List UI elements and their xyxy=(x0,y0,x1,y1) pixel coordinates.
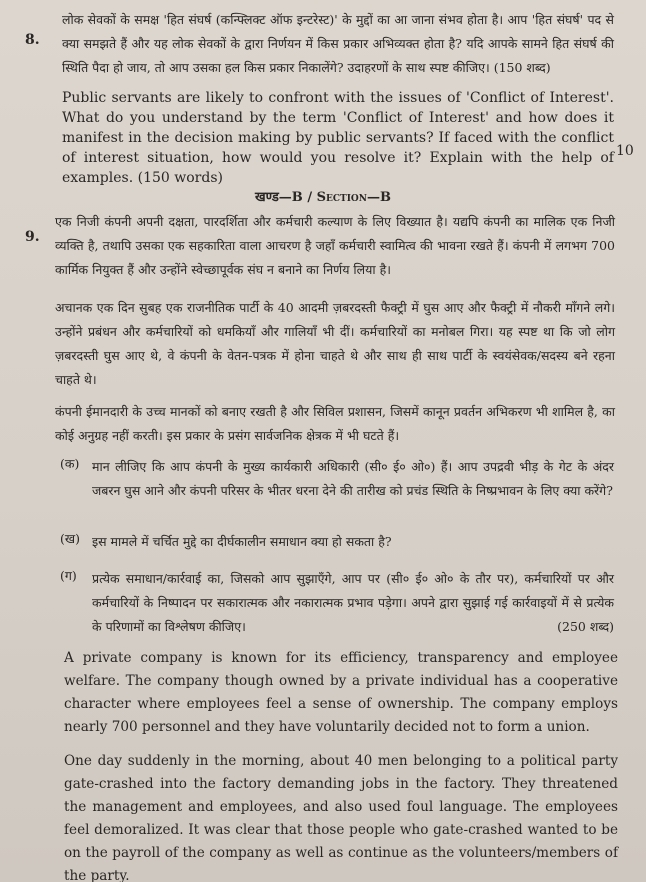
section-heading xyxy=(0,187,646,205)
sub-question-c-text: प्रत्येक समाधान/कार्रवाई का, जिसको आप सुझाएँगे, आप पर (सी० ई० ओ० के तौर पर), कर्मचारियों पर और कर्मचारियों के निष्पादन पर सकारात्मक और नकारात्मक प्रभाव पड़ेगा। अपने द्वारा सुझाई गई कार्रवाइयों में से प्रत्येक के परिणामों का विश्लेषण कीजिए। xyxy=(92,571,614,634)
question-9-english-paragraph-1: A private company is known for its efficiency, transparency and employee welfare. The company though owned by a private individual has a cooperative character where employees feel a sense of ownership. The company employs nearly 700 personnel and they have voluntarily decided not to form a union. xyxy=(64,650,618,735)
question-9-hindi-paragraph-1: एक निजी कंपनी अपनी दक्षता, पारदर्शिता और कर्मचारी कल्याण के लिए विख्यात है। यद्यपि कंपनी का मालिक एक निजी व्यक्ति है, तथापि उसका एक सहकारिता वाला आचरण है जहाँ कर्मचारी स्वामित्व की भावना रखते हैं। कंपनी में लगभग 700 कार्मिक नियुक्त हैं और उन्होंने स्वेच्छापूर्वक संघ न बनाने का निर्णय लिया है। xyxy=(55,214,615,277)
question-9-english-paragraph-2: One day suddenly in the morning, about 40 men belonging to a political party gate-crashed into the factory demanding jobs in the factory. They threatened the management and employees, and also used foul language. The employees feel demoralized. It was clear that those people who gate-crashed wanted to be on the payroll of the company as well as continue as the volunteers/members of the party. xyxy=(64,753,618,882)
sub-question-a-text: मान लीजिए कि आप कंपनी के मुख्य कार्यकारी अधिकारी (सी० ई० ओ०) हैं। आप उपद्रवी भीड़ के गेट के अंदर जबरन घुस आने और कंपनी परिसर के भीतर धरना देने की तारीख को प्रचंड स्थिति के निष्प्रभावन के लिए क्या करेंगे? xyxy=(92,459,614,498)
sub-question-b-label: (ख) xyxy=(60,531,80,546)
question-8-hindi: लोक सेवकों के समक्ष 'हित संघर्ष (कन्फ्लिक्ट ऑफ इन्टरेस्ट)' के मुद्दों का आ जाना संभव होता है। आप 'हित संघर्ष' पद से क्या समझते हैं और यह लोक सेवकों के द्वारा निर्णयन में किस प्रकार अभिव्यक्त होता है? यदि आपके सामने हित संघर्ष की स्थिति पैदा हो जाय, तो आप उसका हल किस प्रकार निकालेंगे? उदाहरणों के साथ स्पष्ट कीजिए। (150 शब्द) xyxy=(62,12,614,75)
section-heading-separator: / xyxy=(307,190,313,205)
sub-question-b-text: इस मामले में चर्चित मुद्दे का दीर्घकालीन समाधान क्या हो सकता है? xyxy=(92,534,392,549)
question-9-hindi-paragraph-3: कंपनी ईमानदारी के उच्च मानकों को बनाए रखती है और सिविल प्रशासन, जिसमें कानून प्रवर्तन अभिकरण भी शामिल है, का कोई अनुग्रह नहीं करती। इस प्रकार के प्रसंग सार्वजनिक क्षेत्रक में भी घटते हैं। xyxy=(55,404,615,443)
sub-question-c-word-limit: (250 शब्द) xyxy=(557,619,614,634)
question-8-number: 8. xyxy=(25,32,40,48)
sub-question-a-label: (क) xyxy=(60,456,80,471)
sub-question-c-label: (ग) xyxy=(60,568,77,583)
question-8-marks: 10 xyxy=(616,143,634,159)
question-9-number: 9. xyxy=(25,229,40,245)
sub-question-c xyxy=(92,567,614,639)
section-heading-hindi: खण्ड—B xyxy=(255,190,303,205)
section-heading-english: Section—B xyxy=(316,190,391,205)
question-8-english: Public servants are likely to confront with the issues of 'Conflict of Interest'. What do you understand by the term 'Conflict of Interest' and how does it manifest in the decision making by public servants? If faced with the conflict of interest situation, how would you resolve it? Explain with the help of examples. (150 words) xyxy=(62,90,614,186)
question-9-hindi-paragraph-2: अचानक एक दिन सुबह एक राजनीतिक पार्टी के 40 आदमी ज़बरदस्ती फैक्ट्री में घुस आए और फैक्ट्री में नौकरी माँगने लगे। उन्होंने प्रबंधन और कर्मचारियों को धमकियाँ और गालियाँ भी दीं। कर्मचारियों का मनोबल गिरा। यह स्पष्ट था कि जो लोग ज़बरदस्ती घुस आए थे, वे कंपनी के वेतन-पत्रक में होना चाहते थे और साथ ही साथ पार्टी के स्वयंसेवक/सदस्य बने रहना चाहते थे। xyxy=(55,300,615,387)
